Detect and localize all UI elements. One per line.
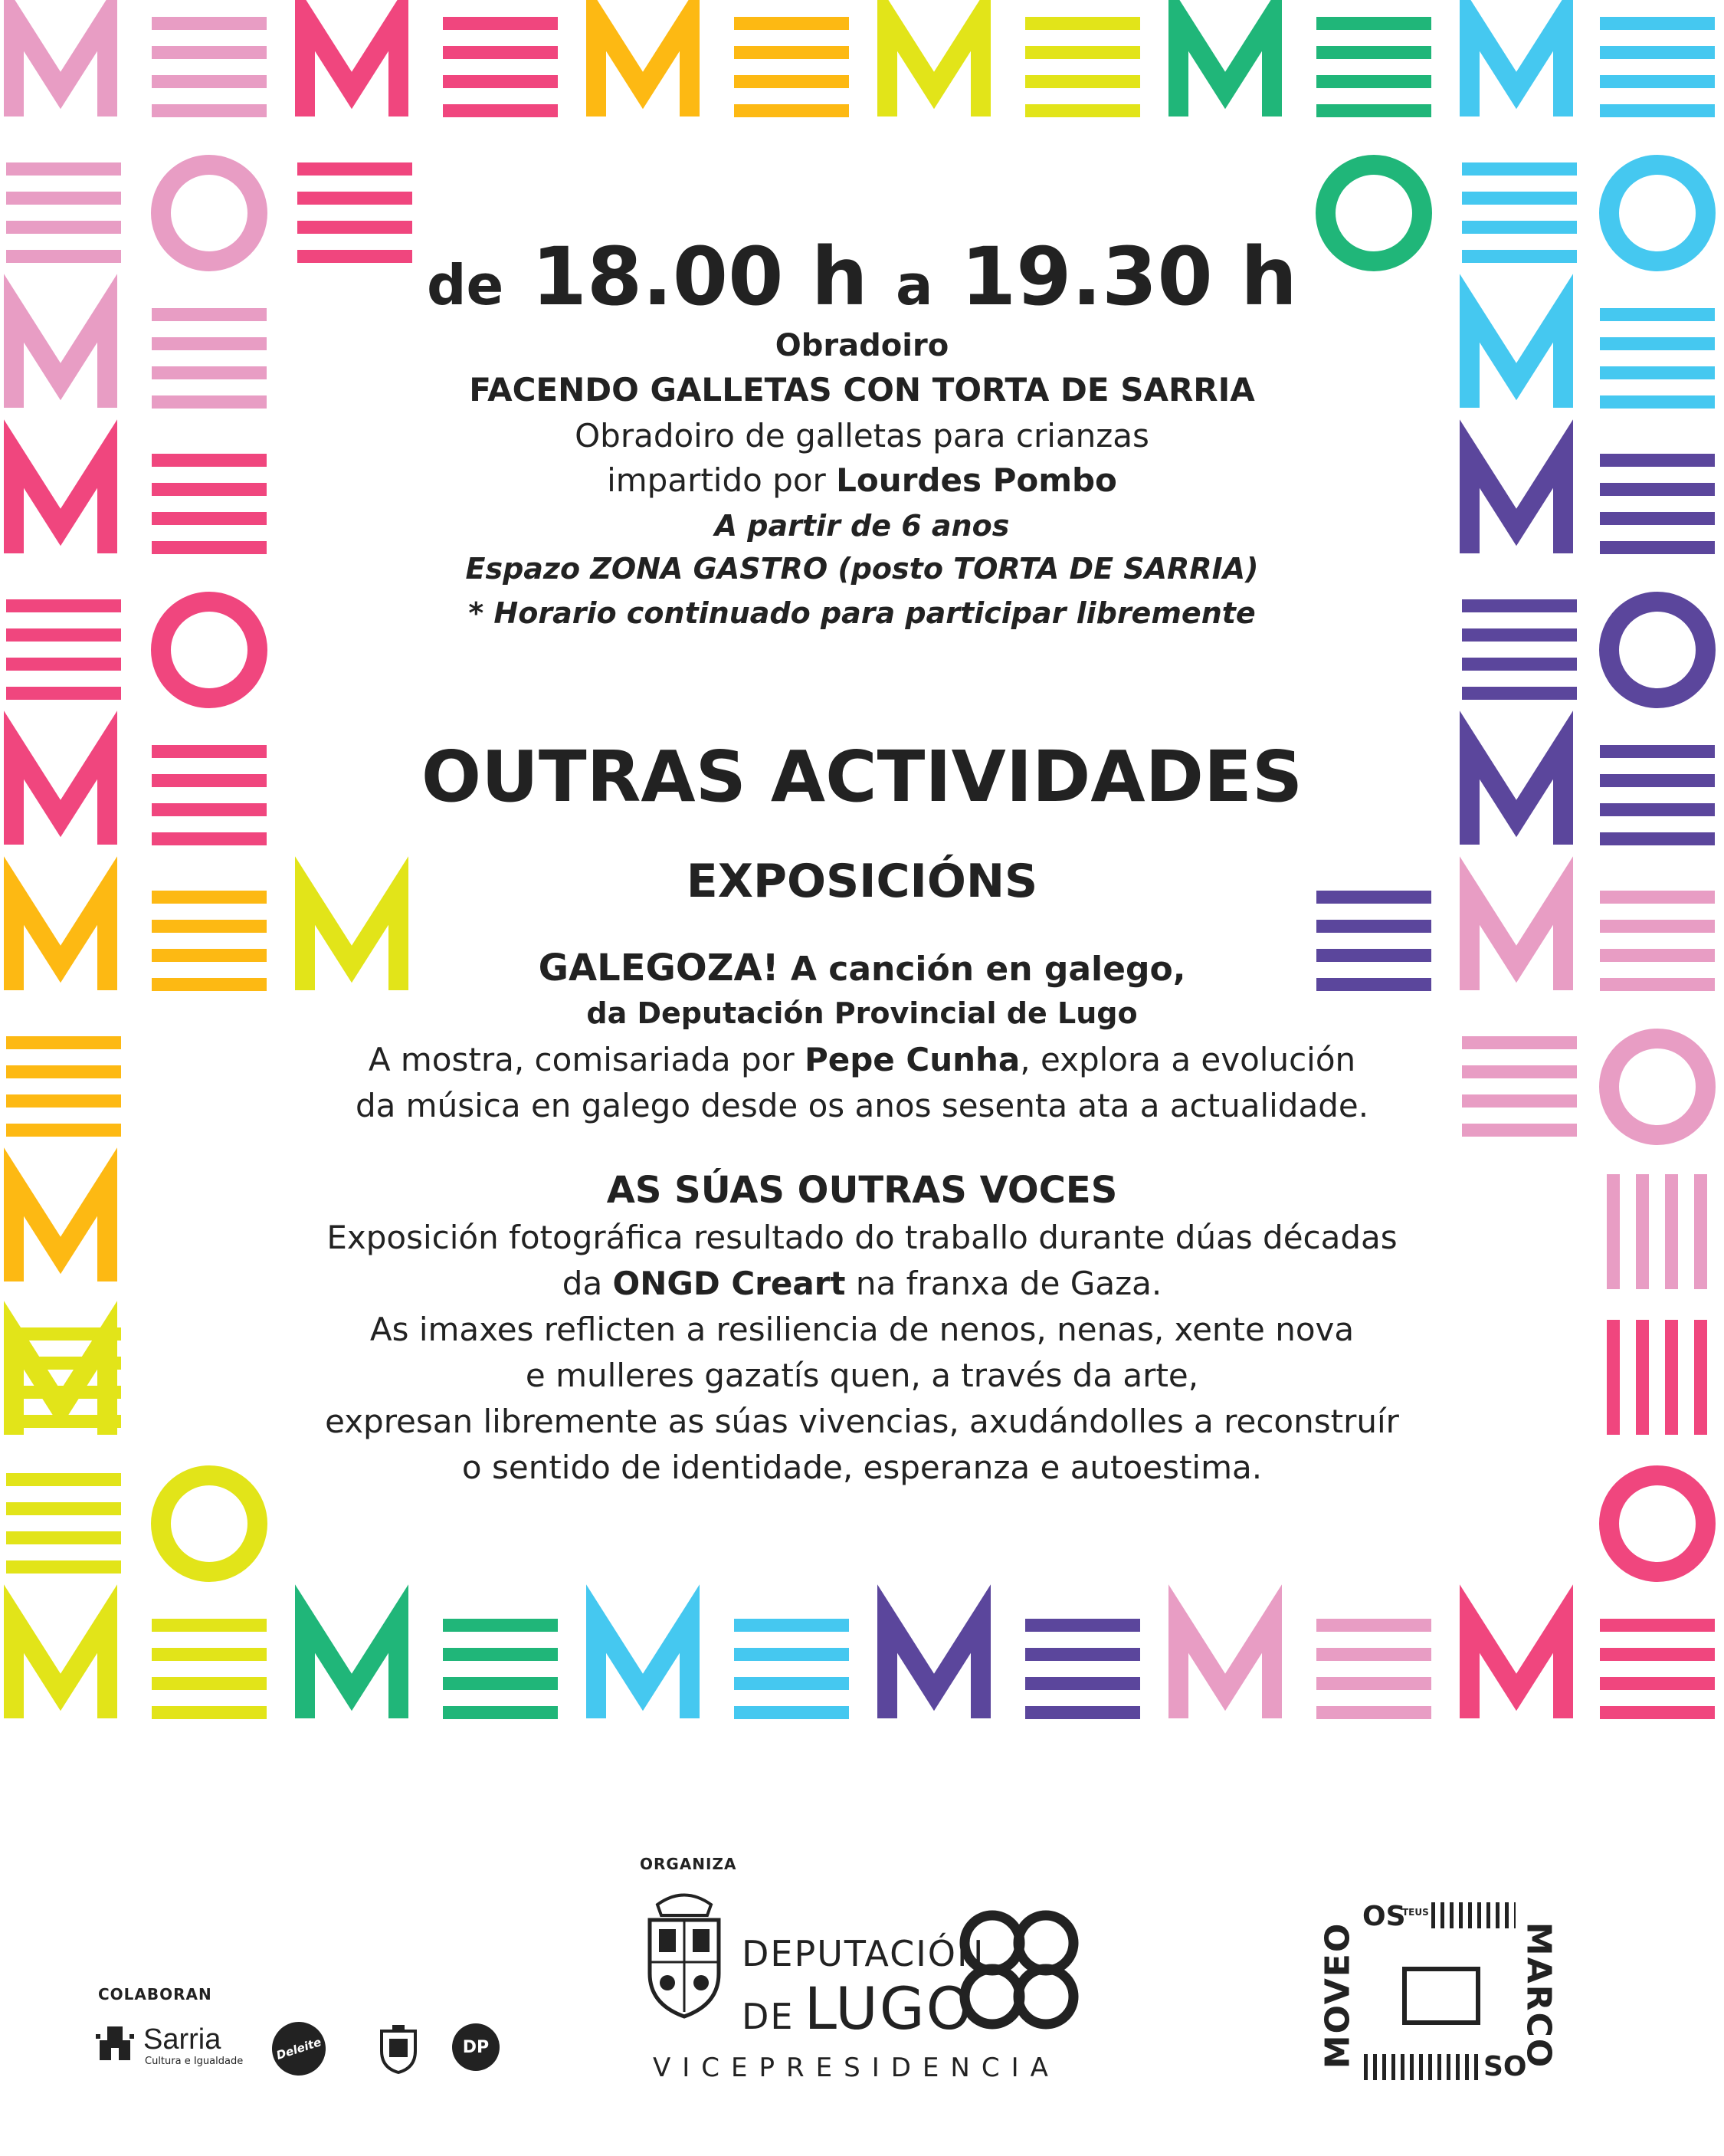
deputacion-line2: DE LUGO — [742, 1974, 974, 2043]
time-prefix: de — [426, 253, 504, 317]
organize-label: ORGANIZA — [640, 1855, 737, 1873]
activity-line2: impartido por Lourdes Pombo — [607, 461, 1117, 499]
activity-title: FACENDO GALLETAS CON TORTA DE SARRIA — [469, 371, 1255, 409]
deleite-logo: Deleite — [265, 2015, 333, 2082]
exhibition1-organizer: da Deputación Provincial de Lugo — [586, 996, 1138, 1030]
exhibition2-line6: o sentido de identidade, esperanza e autoestima. — [461, 1449, 1263, 1486]
dp-logo: DP — [452, 2023, 500, 2071]
os-word: OS — [1362, 1901, 1406, 1932]
curator-name: Pepe Cunha — [804, 1041, 1021, 1078]
exhibition2-line3: As imaxes reflicten a resiliencia de nenos, nenas, xente nova — [369, 1311, 1355, 1348]
sarria-logo — [96, 2023, 249, 2069]
moveo-frame-box — [1402, 1967, 1480, 2025]
exhibition1-desc2: da música en galego desde os anos sesenta ata a actualidade. — [355, 1087, 1369, 1124]
exhibition2-line4: e mulleres gazatís quen, a través da arte, — [525, 1357, 1199, 1394]
moveo-logo — [1316, 1901, 1560, 2085]
deputacion-crest-icon — [642, 1889, 726, 2020]
activity-type: Obradoiro — [775, 328, 949, 363]
border-bottom-row — [14, 1619, 1715, 1719]
so-word: SO — [1483, 2051, 1527, 2082]
exhibition1-title: GALEGOZA! A canción en galego, — [538, 947, 1186, 989]
collaborate-label: COLABORAN — [98, 1985, 212, 2003]
footer — [0, 1763, 1724, 2156]
celtic-knot-icon — [954, 1905, 1084, 2035]
sarria-subtitle: Cultura e Igualdade — [145, 2056, 244, 2067]
age-requirement: A partir de 6 anos — [714, 509, 1010, 543]
exhibition2-title: AS SÚAS OUTRAS VOCES — [606, 1169, 1118, 1212]
moveo-top-bars — [1431, 1902, 1516, 1928]
vicepresidencia-label: VICEPRESIDENCIA — [653, 2053, 1060, 2083]
venue: Espazo ZONA GASTRO (posto TORTA DE SARRIA) — [465, 552, 1259, 586]
schedule-note: * Horario continuado para participar libremente — [468, 596, 1256, 630]
exhibition1-desc1: A mostra, comisariada por Pepe Cunha, explora a evolución — [368, 1041, 1356, 1078]
time-connector: a — [896, 253, 933, 317]
moveo-word: MOVEO — [1318, 1921, 1358, 2069]
instructor-name: Lourdes Pombo — [836, 461, 1117, 499]
sarria-crest-icon — [96, 2023, 134, 2066]
start-time: 18.00 h — [531, 230, 868, 323]
time-range — [0, 230, 1724, 323]
end-time: 19.30 h — [960, 230, 1298, 323]
exhibition2-line1: Exposición fotográfica resultado do traballo durante dúas décadas — [326, 1219, 1398, 1256]
ngo-name: ONGD Creart — [612, 1265, 846, 1302]
exhibition2-line2: da ONGD Creart na franxa de Gaza. — [562, 1265, 1162, 1302]
exhibitions-subheading: EXPOSICIÓNS — [686, 855, 1038, 908]
marco-word: MARCO — [1519, 1921, 1558, 2069]
border-top-row — [14, 17, 1715, 117]
activity-line1: Obradoiro de galletas para crianzas — [575, 417, 1149, 454]
exhibition2-line5: expresan libremente as súas vivencias, axudándolles a reconstruír — [325, 1403, 1399, 1440]
other-activities-heading: OUTRAS ACTIVIDADES — [421, 736, 1303, 818]
teus-word: TEUS — [1402, 1907, 1429, 1918]
coat-of-arms-small-icon — [375, 2023, 421, 2074]
sarria-name: Sarria — [143, 2023, 221, 2056]
moveo-bottom-bars — [1364, 2054, 1479, 2080]
deputacion-line1: DEPUTACIÓN — [742, 1933, 985, 1974]
